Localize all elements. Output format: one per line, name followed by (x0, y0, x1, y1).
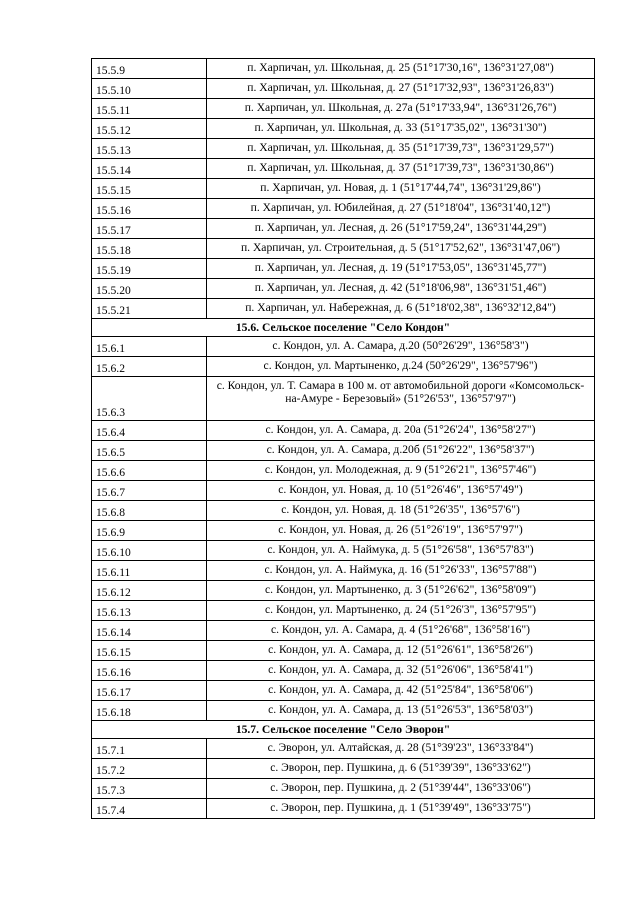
table-row (92, 59, 595, 79)
table-row (92, 239, 595, 259)
table-row (92, 501, 595, 521)
row-number: 15.6.6 (92, 461, 207, 481)
row-address: с. Кондон, ул. А. Наймука, д. 5 (51°26'58", 136°57'83") (207, 541, 595, 561)
table-row (92, 139, 595, 159)
row-address: п. Харпичан, ул. Школьная, д. 37 (51°17'39,73", 136°31'30,86") (207, 159, 595, 179)
row-address: с. Кондон, ул. Мартыненко, д. 24 (51°26'3", 136°57'95") (207, 601, 595, 621)
row-address: с. Кондон, ул. А. Наймука, д. 16 (51°26'33", 136°57'88") (207, 561, 595, 581)
row-number: 15.6.11 (92, 561, 207, 581)
row-number: 15.5.15 (92, 179, 207, 199)
row-number: 15.6.9 (92, 521, 207, 541)
row-number: 15.5.13 (92, 139, 207, 159)
table-row (92, 279, 595, 299)
row-address: с. Эворон, пер. Пушкина, д. 2 (51°39'44", 136°33'06") (207, 779, 595, 799)
table-row (92, 621, 595, 641)
row-address: с. Кондон, ул. А. Самара, д. 20а (51°26'24", 136°58'27") (207, 421, 595, 441)
table-row (92, 541, 595, 561)
row-address: п. Харпичан, ул. Школьная, д. 33 (51°17'35,02", 136°31'30") (207, 119, 595, 139)
table-row (92, 601, 595, 621)
row-number: 15.5.21 (92, 299, 207, 319)
row-address: п. Харпичан, ул. Лесная, д. 26 (51°17'59,24", 136°31'44,29") (207, 219, 595, 239)
row-number: 15.6.1 (92, 337, 207, 357)
row-address: с. Кондон, ул. Новая, д. 26 (51°26'19", 136°57'97") (207, 521, 595, 541)
table-row (92, 779, 595, 799)
table-row (92, 357, 595, 377)
table-row (92, 799, 595, 819)
row-address: п. Харпичан, ул. Школьная, д. 25 (51°17'30,16", 136°31'27,08") (207, 59, 595, 79)
row-number: 15.6.14 (92, 621, 207, 641)
row-number: 15.5.9 (92, 59, 207, 79)
table-row (92, 461, 595, 481)
row-address: с. Кондон, ул. А. Самара, д. 32 (51°26'06", 136°58'41") (207, 661, 595, 681)
table-row (92, 377, 595, 421)
row-address: с. Кондон, ул. Т. Самара в 100 м. от автомобильной дороги «Комсомольск-на-Амуре - Березовый» (51°26'53", 136°57'97") (207, 377, 595, 421)
row-number: 15.7.2 (92, 759, 207, 779)
table-row (92, 521, 595, 541)
row-number: 15.5.12 (92, 119, 207, 139)
row-number: 15.6.16 (92, 661, 207, 681)
table-row (92, 739, 595, 759)
row-address: п. Харпичан, ул. Школьная, д. 27а (51°17'33,94", 136°31'26,76") (207, 99, 595, 119)
row-number: 15.6.7 (92, 481, 207, 501)
row-address: с. Эворон, пер. Пушкина, д. 6 (51°39'39", 136°33'62") (207, 759, 595, 779)
row-address: п. Харпичан, ул. Новая, д. 1 (51°17'44,74", 136°31'29,86") (207, 179, 595, 199)
address-table (91, 58, 595, 819)
table-row (92, 581, 595, 601)
row-address: с. Кондон, ул. Новая, д. 10 (51°26'46", 136°57'49") (207, 481, 595, 501)
row-address: с. Кондон, ул. А. Самара, д. 4 (51°26'68", 136°58'16") (207, 621, 595, 641)
row-number: 15.6.4 (92, 421, 207, 441)
table-row (92, 179, 595, 199)
row-address: с. Кондон, ул. А. Самара, д. 42 (51°25'84", 136°58'06") (207, 681, 595, 701)
table-row (92, 421, 595, 441)
table-row (92, 199, 595, 219)
row-address: п. Харпичан, ул. Лесная, д. 19 (51°17'53,05", 136°31'45,77") (207, 259, 595, 279)
table-row (92, 337, 595, 357)
row-address: с. Кондон, ул. Молодежная, д. 9 (51°26'21", 136°57'46") (207, 461, 595, 481)
row-address: с. Кондон, ул. А. Самара, д.20б (51°26'22", 136°58'37") (207, 441, 595, 461)
table-row (92, 119, 595, 139)
row-number: 15.5.20 (92, 279, 207, 299)
table-row (92, 661, 595, 681)
table-row (92, 701, 595, 721)
table-row (92, 759, 595, 779)
table-row (92, 219, 595, 239)
row-number: 15.6.2 (92, 357, 207, 377)
row-number: 15.6.10 (92, 541, 207, 561)
table-row (92, 79, 595, 99)
row-address: с. Кондон, ул. А. Самара, д. 12 (51°26'61", 136°58'26") (207, 641, 595, 661)
row-number: 15.6.18 (92, 701, 207, 721)
row-address: п. Харпичан, ул. Лесная, д. 42 (51°18'06,98", 136°31'51,46") (207, 279, 595, 299)
row-number: 15.6.15 (92, 641, 207, 661)
row-address: с. Кондон, ул. А. Самара, д.20 (50°26'29", 136°58'3") (207, 337, 595, 357)
table-row (92, 259, 595, 279)
section-header-row (92, 721, 595, 739)
row-address: п. Харпичан, ул. Набережная, д. 6 (51°18'02,38", 136°32'12,84") (207, 299, 595, 319)
row-address: п. Харпичан, ул. Юбилейная, д. 27 (51°18'04", 136°31'40,12") (207, 199, 595, 219)
row-number: 15.5.10 (92, 79, 207, 99)
row-number: 15.6.5 (92, 441, 207, 461)
table-row (92, 641, 595, 661)
row-address: с. Эворон, пер. Пушкина, д. 1 (51°39'49", 136°33'75") (207, 799, 595, 819)
table-row (92, 99, 595, 119)
table-row (92, 561, 595, 581)
row-address: п. Харпичан, ул. Школьная, д. 35 (51°17'39,73", 136°31'29,57") (207, 139, 595, 159)
section-heading-evoron: 15.7. Сельское поселение "Село Эворон" (92, 721, 595, 739)
section-header-row (92, 319, 595, 337)
table-row (92, 159, 595, 179)
row-number: 15.5.17 (92, 219, 207, 239)
row-address: с. Эворон, ул. Алтайская, д. 28 (51°39'23", 136°33'84") (207, 739, 595, 759)
row-number: 15.5.16 (92, 199, 207, 219)
row-number: 15.5.11 (92, 99, 207, 119)
row-address: п. Харпичан, ул. Школьная, д. 27 (51°17'32,93", 136°31'26,83") (207, 79, 595, 99)
table-row (92, 681, 595, 701)
table-row (92, 441, 595, 461)
row-number: 15.7.1 (92, 739, 207, 759)
row-number: 15.5.19 (92, 259, 207, 279)
row-number: 15.7.4 (92, 799, 207, 819)
row-number: 15.6.3 (92, 377, 207, 421)
row-address: с. Кондон, ул. А. Самара, д. 13 (51°26'53", 136°58'03") (207, 701, 595, 721)
row-address: с. Кондон, ул. Новая, д. 18 (51°26'35", 136°57'6") (207, 501, 595, 521)
row-number: 15.6.12 (92, 581, 207, 601)
row-number: 15.5.14 (92, 159, 207, 179)
row-address: с. Кондон, ул. Мартыненко, д. 3 (51°26'62", 136°58'09") (207, 581, 595, 601)
row-address: с. Кондон, ул. Мартыненко, д.24 (50°26'29", 136°57'96") (207, 357, 595, 377)
row-number: 15.7.3 (92, 779, 207, 799)
table-row (92, 299, 595, 319)
row-address: п. Харпичан, ул. Строительная, д. 5 (51°17'52,62", 136°31'47,06") (207, 239, 595, 259)
row-number: 15.6.13 (92, 601, 207, 621)
section-heading-kondon: 15.6. Сельское поселение "Село Кондон" (92, 319, 595, 337)
row-number: 15.6.17 (92, 681, 207, 701)
row-number: 15.5.18 (92, 239, 207, 259)
row-number: 15.6.8 (92, 501, 207, 521)
table-row (92, 481, 595, 501)
